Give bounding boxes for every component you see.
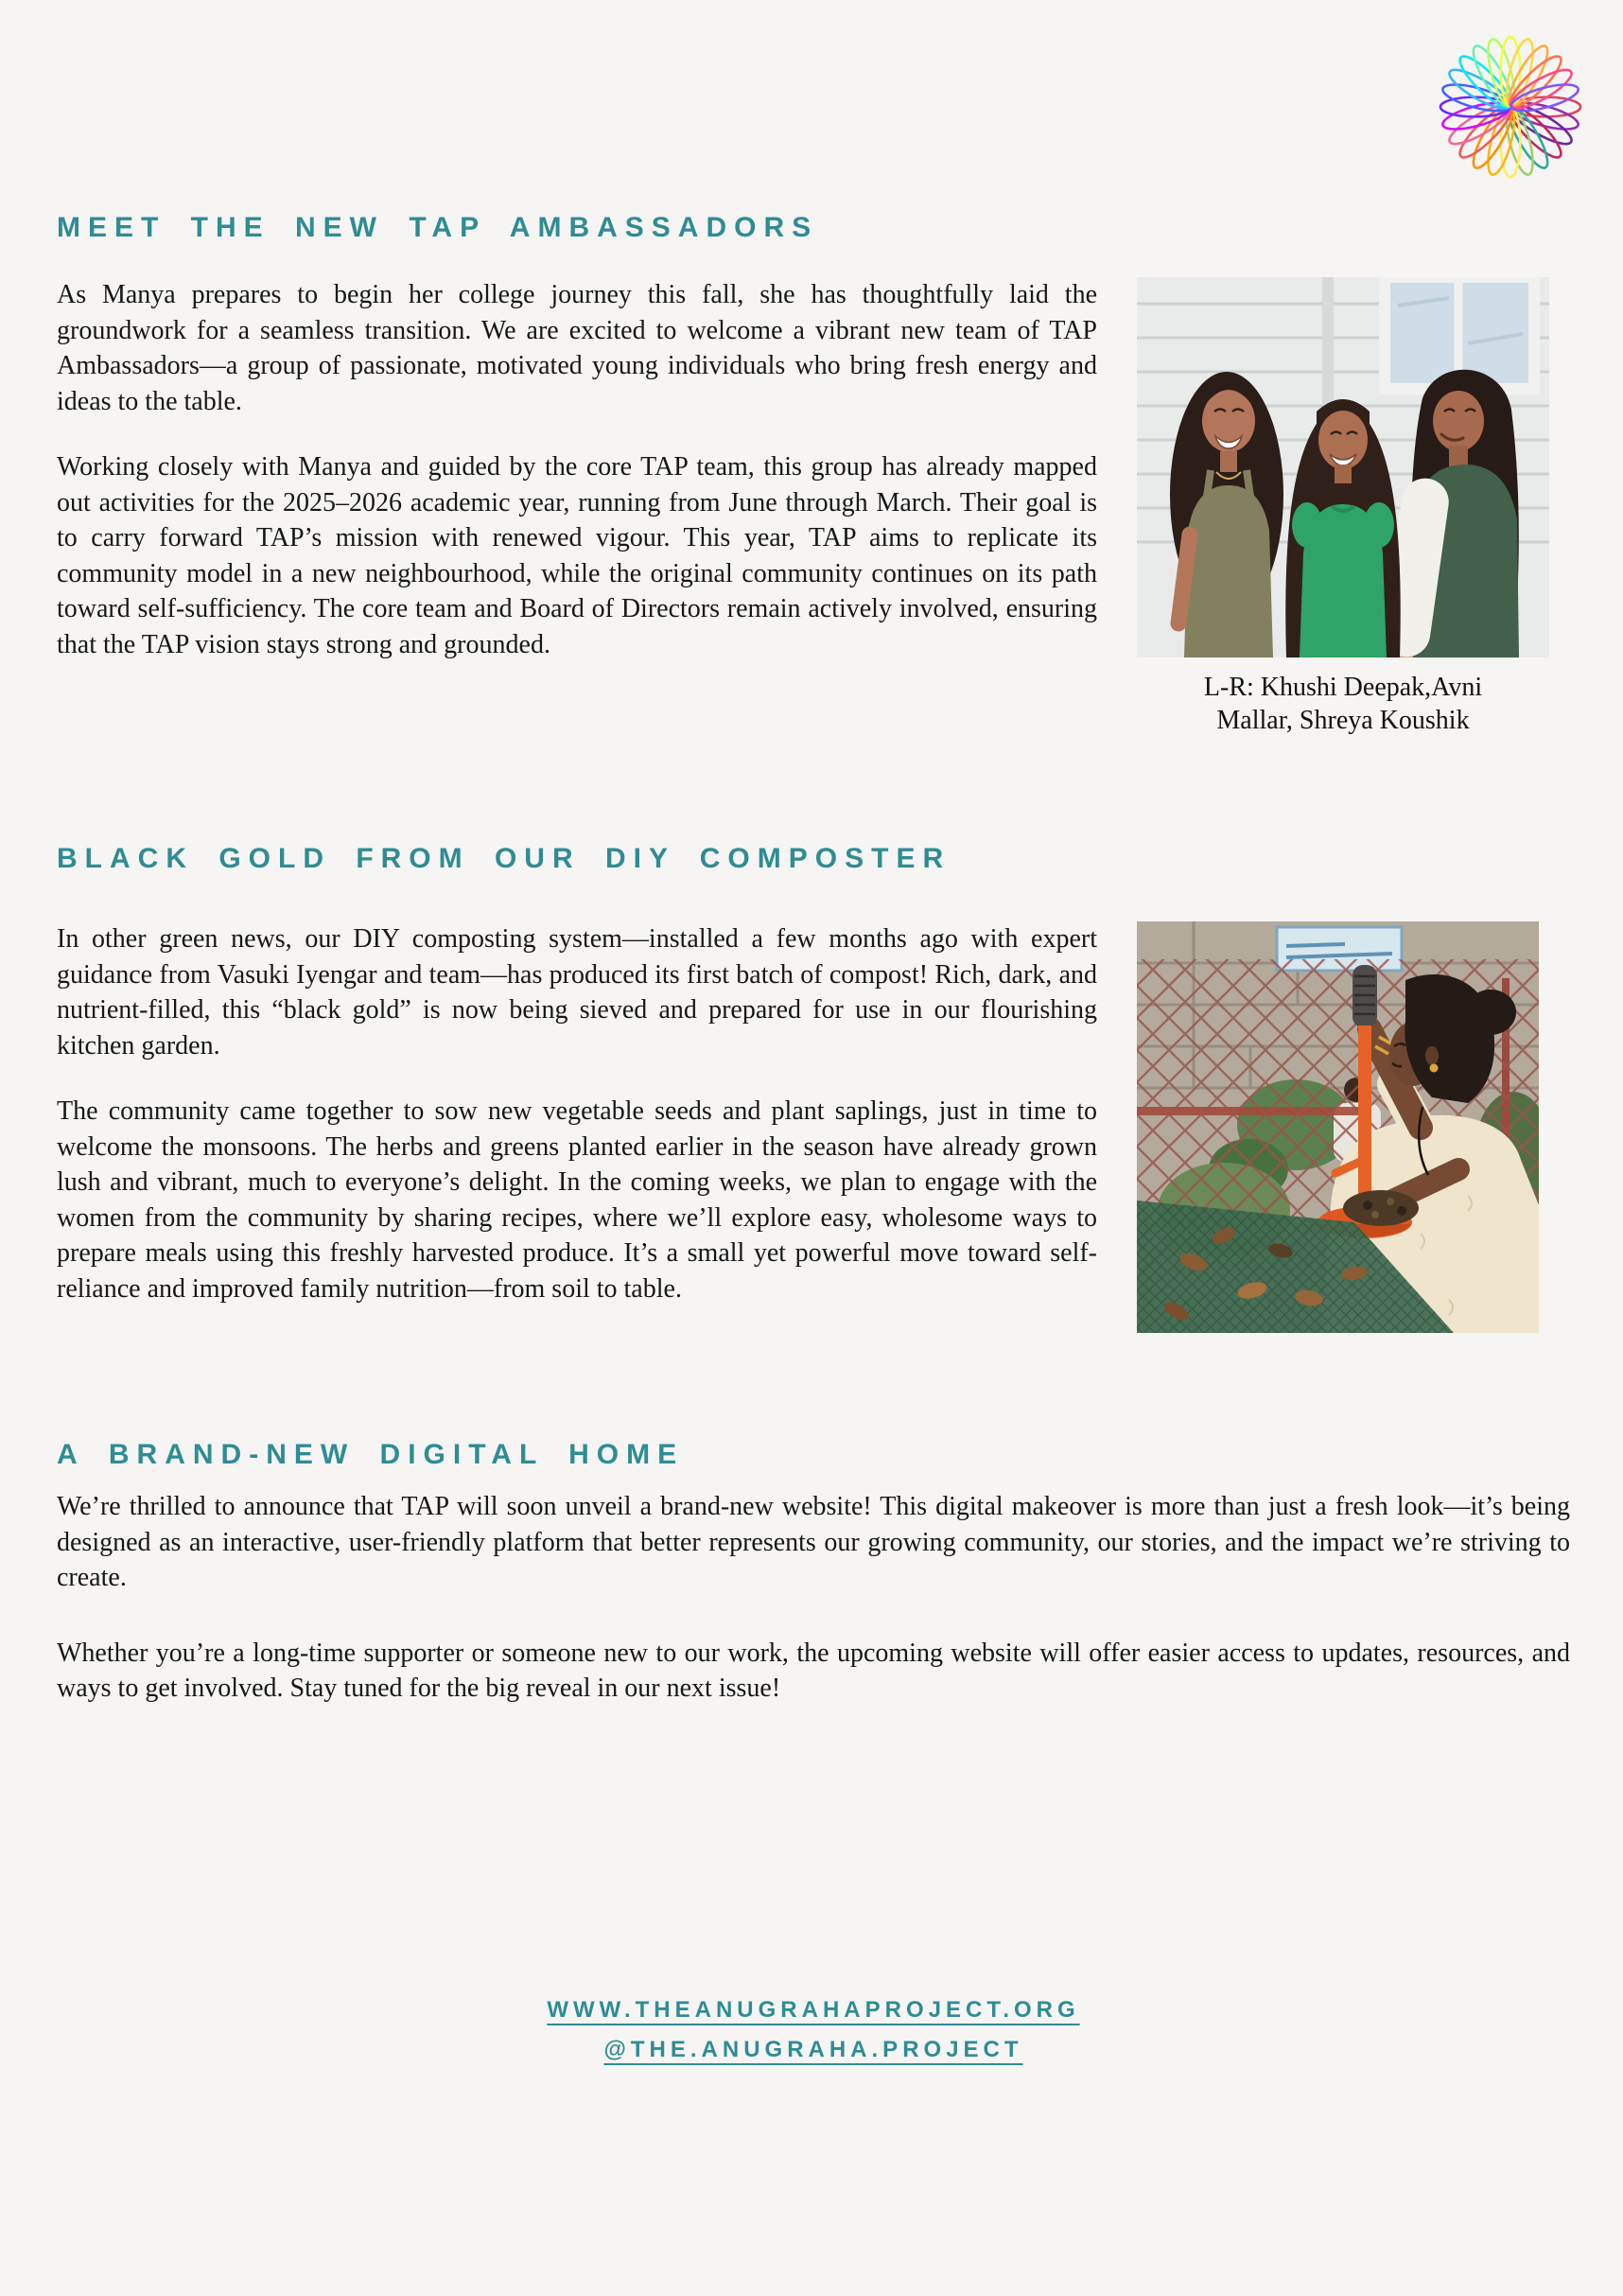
paragraph: The community came together to sow new vegetable seeds and plant saplings, just in time to welcome the monsoons. The herbs and greens planted earlier in the season have already grown lush and vibrant, much to everyone’s delight. In the coming weeks, we plan to engage with the women from the community by sharing recipes, where we’ll explore easy, wholesome ways to prepare meals using this freshly harvested produce. It’s a small yet powerful move toward self-reliance and improved family nutrition—from soil to table. xyxy=(57,1096,1097,1304)
paragraph: We’re thrilled to announce that TAP will soon unveil a brand-new website! This digital makeover is more than just a fresh look—it’s being designed as an interactive, user-friendly platform that better represents our growing community, our stories, and the impact we’re striving to create. xyxy=(57,1492,1570,1593)
paragraph: As Manya prepares to begin her college journey this fall, she has thoughtfully laid the groundwork for a seamless transition. We are excited to welcome a vibrant new team of TAP Ambassadors—a group of passionate, motivated young individuals who bring fresh energy and ideas to the table. xyxy=(57,280,1097,416)
section-heading-digital-home: A BRAND-NEW DIGITAL HOME xyxy=(57,1439,685,1470)
instagram-handle-link[interactable]: @THE.ANUGRAHA.PROJECT xyxy=(603,2037,1023,2063)
tap-logo-icon xyxy=(1436,28,1585,185)
composter-text xyxy=(57,921,1097,1306)
section-ambassadors xyxy=(57,212,1570,737)
page-footer xyxy=(57,1994,1570,2068)
ambassadors-photo xyxy=(1137,277,1549,657)
ambassadors-text xyxy=(57,277,1097,662)
ambassadors-photo-figure xyxy=(1137,277,1549,737)
photo-caption: L-R: Khushi Deepak,Avni Mallar, Shreya Koushik xyxy=(1203,673,1483,735)
paragraph: Whether you’re a long-time supporter or someone new to our work, the upcoming website will offer easier access to updates, resources, and ways to get involved. Stay tuned for the big reveal in our next issue! xyxy=(57,1638,1570,1704)
composter-photo-figure xyxy=(1137,921,1539,1333)
composter-photo xyxy=(1137,921,1539,1333)
section-digital-home xyxy=(57,1439,1570,1707)
section-heading-composter: BLACK GOLD FROM OUR DIY COMPOSTER xyxy=(57,843,951,874)
section-composter xyxy=(57,843,1570,1333)
section-heading-ambassadors: MEET THE NEW TAP AMBASSADORS xyxy=(57,212,819,243)
person-left xyxy=(1170,372,1283,657)
paragraph: In other green news, our DIY composting system—installed a few months ago with expert guidance from Vasuki Iyengar and team—has produced its first batch of compost! Rich, dark, and nutrient-filled, this “black gold” is now being sieved and prepared for use in our flourishing kitchen garden. xyxy=(57,924,1097,1060)
paragraph: Working closely with Manya and guided by the core TAP team, this group has already mapped out activities for the 2025–2026 academic year, running from June through March. Their goal is to carry forward TAP’s mission with renewed vigour. This year, TAP aims to replicate its community model in a new neighbourhood, while the original community continues on its path toward self-sufficiency. The core team and Board of Directors remain actively involved, ensuring that the TAP vision stays strong and grounded. xyxy=(57,452,1097,659)
website-link[interactable]: WWW.THEANUGRAHAPROJECT.ORG xyxy=(547,1996,1080,2023)
